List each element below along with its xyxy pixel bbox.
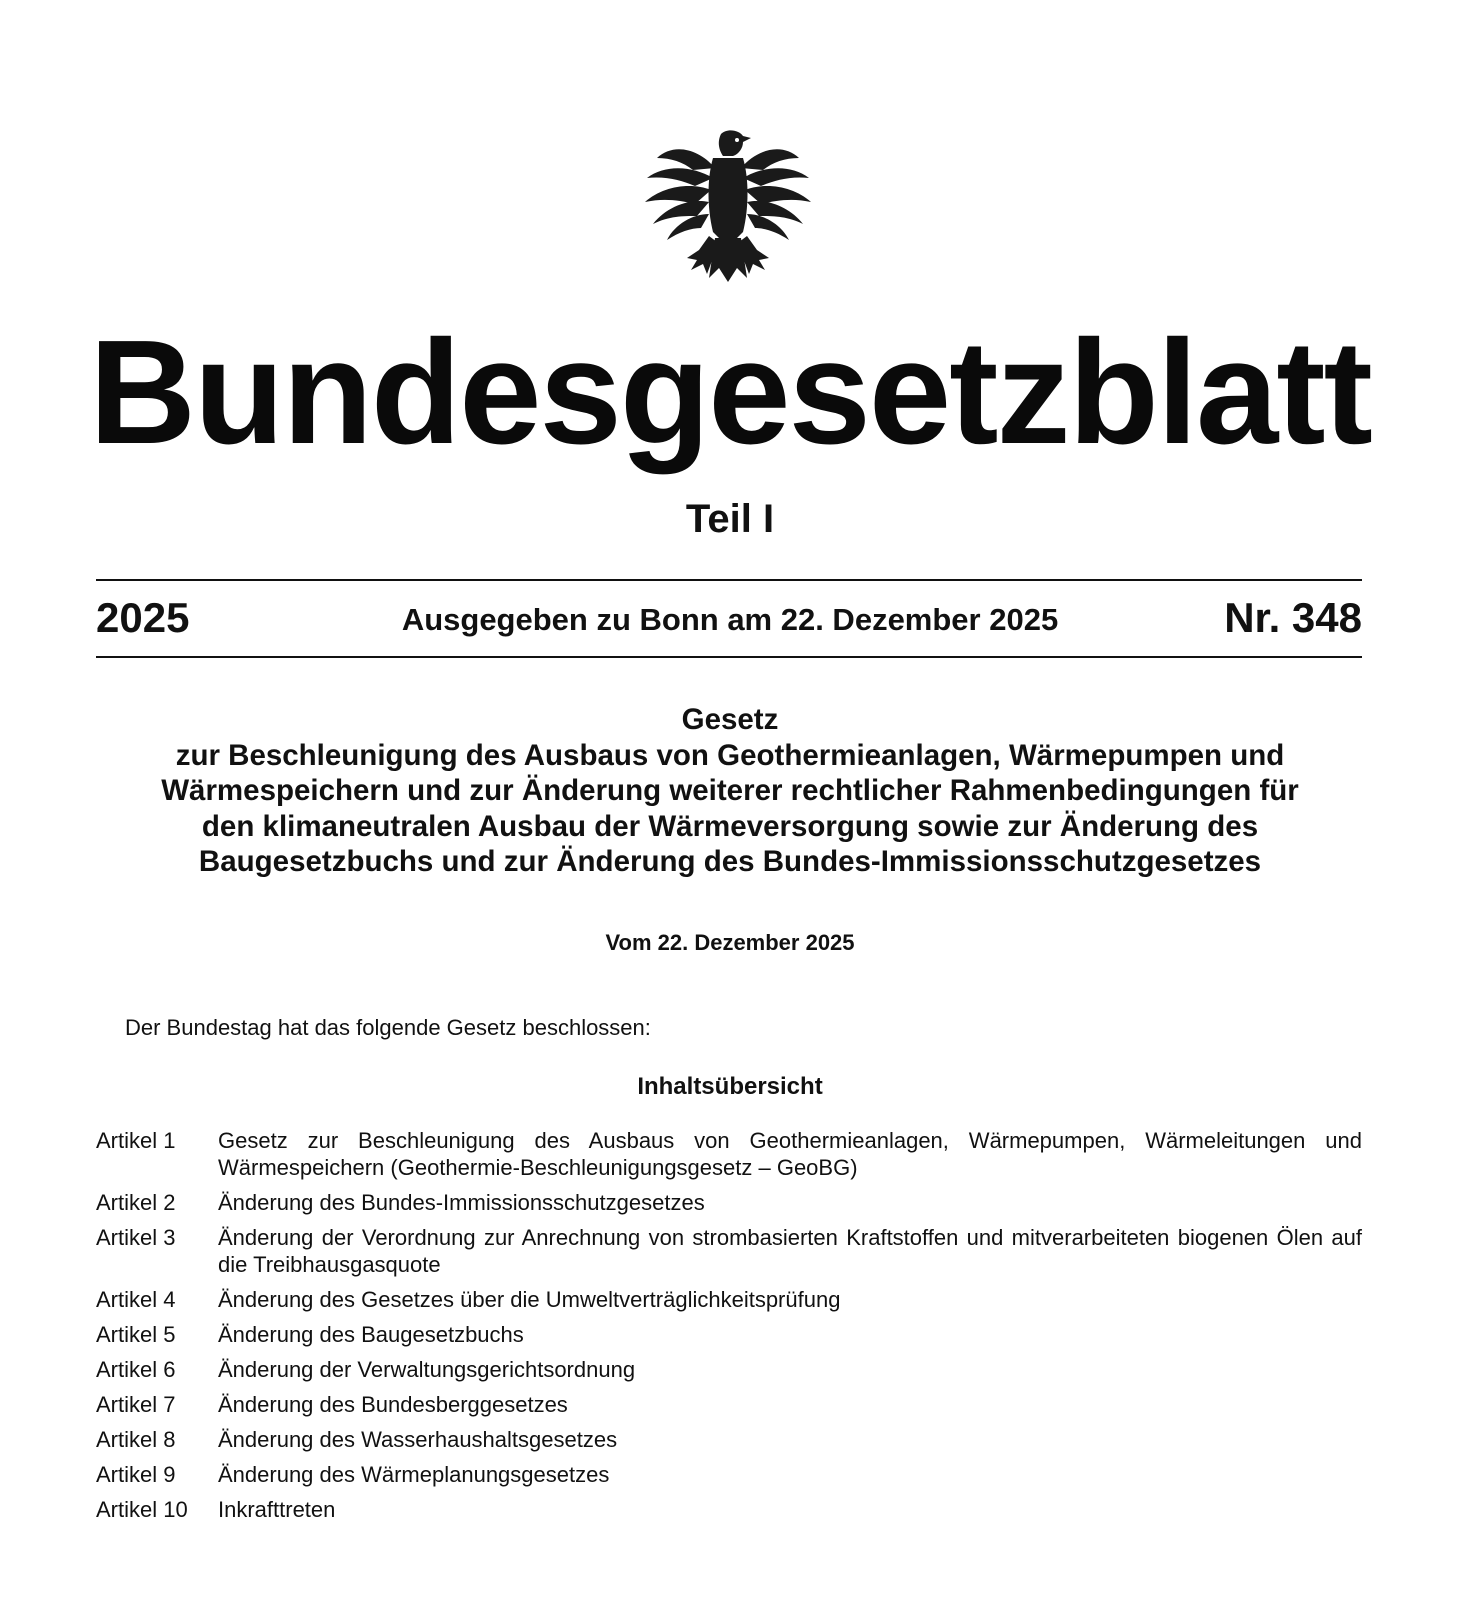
toc-item xyxy=(96,1321,1362,1348)
toc-item-text: Änderung des Bundes-Immissionsschutzgesetzes xyxy=(218,1190,705,1215)
toc-item-text: Inkrafttreten xyxy=(218,1497,336,1522)
toc-item-text: Gesetz zur Beschleunigung des Ausbaus von Geothermieanlagen, Wärmepumpen, Wärmeleitungen und Wärmespeichern (Geothermie-Beschleunigungsgesetz – GeoBG) xyxy=(218,1128,1362,1180)
table-of-contents xyxy=(96,1127,1362,1531)
toc-item-label: Artikel 6 xyxy=(96,1357,176,1382)
toc-item-text: Änderung des Wärmeplanungsgesetzes xyxy=(218,1462,610,1487)
toc-item xyxy=(96,1426,1362,1453)
toc-item-label: Artikel 9 xyxy=(96,1462,176,1487)
toc-item-text: Änderung der Verordnung zur Anrechnung von strombasierten Kraftstoffen und mitverarbeiteten biogenen Ölen auf die Treibhausgasquote xyxy=(218,1225,1362,1277)
header-rule-top xyxy=(96,579,1362,581)
toc-item xyxy=(96,1189,1362,1216)
header-rule-bottom xyxy=(96,656,1362,658)
toc-item xyxy=(96,1127,1362,1181)
toc-item-label: Artikel 4 xyxy=(96,1287,176,1312)
toc-item-label: Artikel 1 xyxy=(96,1128,176,1153)
toc-item xyxy=(96,1496,1362,1523)
toc-item-label: Artikel 8 xyxy=(96,1427,176,1452)
toc-item-text: Änderung des Bundesberggesetzes xyxy=(218,1392,568,1417)
toc-item-label: Artikel 5 xyxy=(96,1322,176,1347)
law-title-line: den klimaneutralen Ausbau der Wärmeversorgung sowie zur Änderung des xyxy=(201,809,1259,843)
law-title-line: Gesetz xyxy=(681,703,779,736)
toc-item xyxy=(96,1224,1362,1278)
toc-item-label: Artikel 7 xyxy=(96,1392,176,1417)
toc-item-text: Änderung der Verwaltungsgerichtsordnung xyxy=(218,1357,636,1382)
toc-item-text: Änderung des Gesetzes über die Umweltverträglichkeitsprüfung xyxy=(218,1287,841,1312)
toc-item-label: Artikel 2 xyxy=(96,1190,176,1215)
toc-heading: Inhaltsübersicht xyxy=(637,1073,823,1100)
toc-item xyxy=(96,1356,1362,1383)
toc-item-text: Änderung des Wasserhaushaltsgesetzes xyxy=(218,1427,618,1452)
part-label: Teil I xyxy=(685,497,775,541)
law-date: Vom 22. Dezember 2025 xyxy=(605,930,855,955)
preamble: Der Bundestag hat das folgende Gesetz beschlossen: xyxy=(125,1015,651,1040)
masthead-title: Bundesgesetzblatt xyxy=(89,310,1371,475)
law-title-line: zur Beschleunigung des Ausbaus von Geothermieanlagen, Wärmepumpen und xyxy=(175,738,1285,772)
toc-item-text: Änderung des Baugesetzbuchs xyxy=(218,1322,524,1347)
law-title xyxy=(70,702,1390,880)
toc-item xyxy=(96,1286,1362,1313)
issue-date: Ausgegeben zu Bonn am 22. Dezember 2025 xyxy=(401,602,1059,637)
federal-eagle-icon xyxy=(643,128,813,288)
toc-item-label: Artikel 10 xyxy=(96,1497,188,1522)
issue-number: Nr. 348 xyxy=(1224,594,1362,641)
toc-item-label: Artikel 3 xyxy=(96,1225,176,1250)
law-title-line: Baugesetzbuchs und zur Änderung des Bundes-Immissionsschutzgesetzes xyxy=(198,845,1262,878)
law-title-line: Wärmespeichern und zur Änderung weiterer rechtlicher Rahmenbedingungen für xyxy=(161,774,1299,807)
toc-item xyxy=(96,1391,1362,1418)
issue-year: 2025 xyxy=(96,594,190,641)
toc-item xyxy=(96,1461,1362,1488)
